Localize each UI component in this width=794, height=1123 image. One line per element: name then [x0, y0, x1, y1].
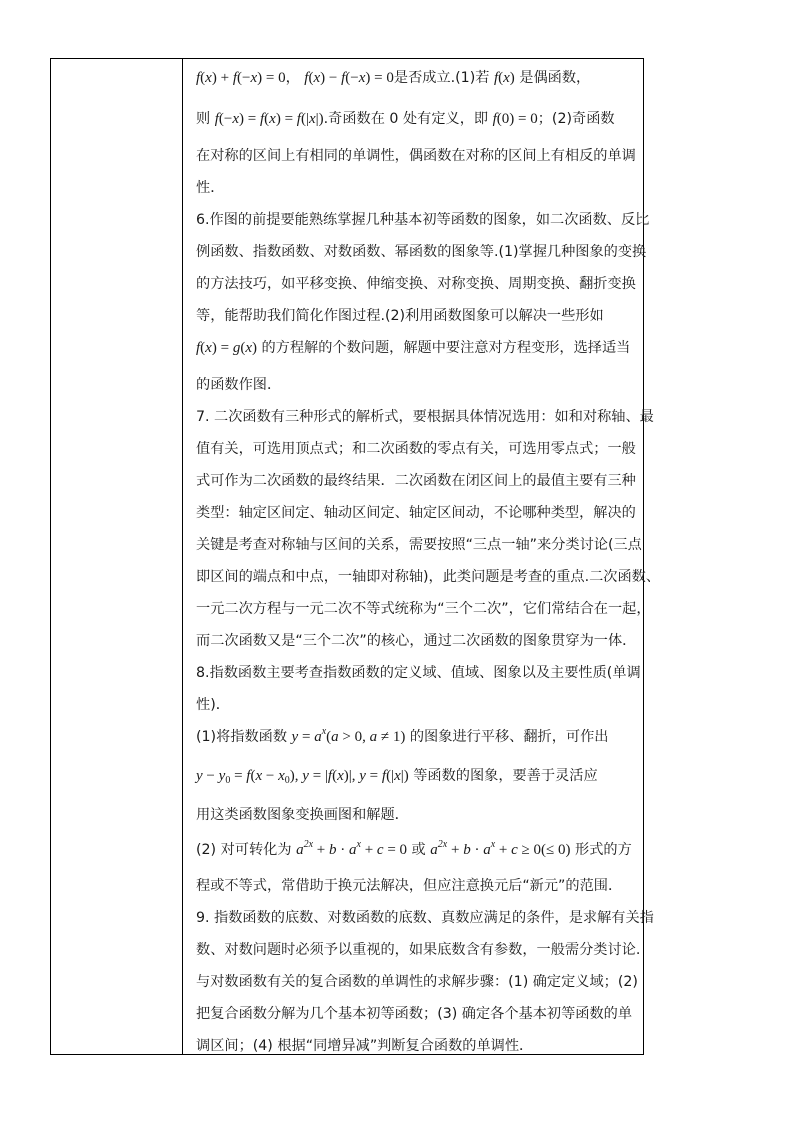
text-run: 的函数作图．: [196, 377, 282, 393]
text-line: [196, 695, 230, 715]
math-symbol: )|,: [343, 768, 360, 784]
math-symbol: ·: [470, 842, 484, 858]
text-line: [196, 535, 642, 555]
text-run: 而二次函数又是“三个二次”的核心，通过二次函数的图象贯穿为一体．: [196, 633, 637, 649]
math-symbol: ) +: [211, 70, 233, 86]
text-line: [196, 274, 636, 294]
text-run: 是否成立.(1)若: [393, 70, 494, 86]
text-line: [196, 663, 641, 683]
text-line: [196, 503, 636, 523]
text-run: 等，能帮助我们简化作图过程.(2)利用函数图象可以解决一些形如: [196, 308, 604, 324]
math-symbol: = |: [308, 768, 328, 784]
text-run: 类型：轴定区间定、轴动区间定、轴定区间动，不论哪种类型，解决的: [196, 505, 636, 521]
math-symbol: (: [498, 70, 504, 86]
text-run: 的方法技巧，如平移变换、伸缩变换、对称变换、周期变换、翻折变换: [196, 276, 636, 292]
math-symbol: ≠ 1): [377, 729, 406, 745]
math-variable: y: [291, 729, 299, 745]
text-line: [196, 306, 604, 326]
text-line: [196, 375, 281, 395]
math-symbol: +: [447, 842, 464, 858]
text-line: [196, 242, 646, 262]
math-variable: x: [255, 768, 263, 784]
text-run: 是偶函数，: [514, 70, 591, 86]
math-variable: y: [359, 768, 366, 784]
math-variable: x: [245, 340, 252, 356]
text-run: 形式的方: [570, 842, 632, 858]
text-run: .奇函数在 0 处有定义，即: [323, 111, 493, 127]
math-symbol: +: [495, 842, 512, 858]
text-line: [196, 471, 636, 491]
math-symbol: −: [202, 768, 219, 784]
math-symbol: |): [400, 768, 409, 784]
math-symbol: ) = 0: [257, 70, 286, 86]
math-variable: g: [232, 340, 241, 356]
text-line: [196, 178, 224, 198]
math-symbol: +: [360, 842, 377, 858]
text-line: [196, 338, 630, 358]
math-symbol: (: [200, 70, 206, 86]
math-variable: f: [246, 768, 251, 784]
math-symbol: =: [365, 768, 382, 784]
math-variable: x: [205, 340, 212, 356]
math-variable: f: [296, 111, 301, 127]
table-frame: [50, 58, 647, 1055]
math-superscript: x: [356, 839, 361, 850]
math-symbol: ),: [289, 768, 303, 784]
text-line: [196, 631, 636, 651]
text-run: 例函数、指数函数、对数函数、幂函数的图象等.(1)掌握几种图象的变换: [196, 244, 647, 260]
text-run: 调区间；(4) 根据“同增异减”判断复合函数的单调性．: [196, 1038, 534, 1054]
math-symbol: (: [240, 340, 246, 356]
math-symbol: ≥ 0(≤ 0): [517, 842, 571, 858]
math-variable: x: [250, 70, 258, 86]
text-line: [196, 727, 608, 747]
text-run: 8.指数函数主要考查指数函数的定义域、值域、图象以及主要性质(单调: [196, 665, 641, 681]
math-variable: a: [483, 842, 491, 858]
text-run: 即区间的端点和中点，一轴即对称轴)，此类问题是考查的重点.二次函数、: [196, 569, 661, 585]
text-run: 值有关，可选用顶点式；和二次函数的零点有关，可选用零点式；一般: [196, 441, 636, 457]
text-run: 把复合函数分解为几个基本初等函数；(3) 确定各个基本初等函数的单: [196, 1006, 633, 1022]
text-line: [196, 908, 654, 928]
math-variable: f: [214, 111, 219, 127]
math-variable: f: [493, 70, 499, 86]
math-symbol: ·: [336, 842, 349, 858]
text-run: 的图象进行平移、翻折，可作出: [405, 729, 609, 745]
text-run: 式可作为二次函数的最终结果．二次函数在闭区间上的最值主要有三种: [196, 473, 636, 489]
math-symbol: =: [230, 768, 247, 784]
math-variable: a: [296, 842, 304, 858]
math-symbol: (: [308, 70, 314, 86]
math-superscript: 2x: [303, 839, 314, 850]
math-superscript: 2x: [437, 839, 448, 850]
math-variable: f: [196, 70, 201, 86]
math-superscript: x: [321, 726, 327, 737]
text-line: [196, 972, 638, 992]
math-variable: b: [328, 842, 337, 858]
math-variable: x: [394, 768, 401, 784]
text-run: 用这类函数图象变换画图和解题．: [196, 807, 409, 823]
text-line: [196, 109, 615, 129]
text-line: [196, 876, 622, 896]
math-variable: y: [196, 768, 203, 784]
math-symbol: (|: [386, 768, 395, 784]
text-run: 6.作图的前提要能熟练掌握几种基本初等函数的图象，如二次函数、反比: [196, 212, 650, 228]
math-symbol: > 0,: [338, 729, 370, 745]
text-line: [196, 439, 636, 459]
math-symbol: = 0: [383, 842, 408, 858]
text-run: 在对称的区间上有相同的单调性，偶函数在对称的区间上有相反的单调: [196, 148, 636, 164]
math-variable: f: [259, 111, 265, 127]
math-variable: f: [196, 340, 201, 356]
math-symbol: (: [264, 111, 270, 127]
text-run: (1)将指数函数: [196, 729, 292, 745]
math-variable: f: [341, 70, 346, 86]
math-symbol: |): [315, 111, 324, 127]
text-line: [196, 940, 640, 960]
math-symbol: ) =: [211, 340, 233, 356]
math-symbol: +: [313, 842, 329, 858]
math-subscript: 0: [225, 775, 231, 786]
math-variable: c: [376, 842, 384, 858]
math-symbol: (0) = 0: [496, 111, 538, 127]
text-run: ；(2)奇函数: [537, 111, 615, 127]
text-run: 程或不等式，常借助于换元法解决，但应注意换元后“新元”的范围．: [196, 878, 623, 894]
math-symbol: ): [509, 70, 515, 86]
math-superscript: x: [490, 839, 496, 850]
text-line: [196, 1004, 632, 1024]
math-subscript: 0: [284, 775, 290, 786]
text-run: 7. 二次函数有三种形式的解析式，要根据具体情况选用：如和对称轴、最: [196, 409, 654, 425]
math-variable: f: [304, 70, 309, 86]
text-run: 的方程解的个数问题，解题中要注意对方程变形，选择适当: [256, 340, 631, 356]
math-symbol: (: [332, 768, 338, 784]
text-line: [196, 68, 590, 88]
math-variable: a: [331, 729, 339, 745]
math-symbol: =: [298, 729, 315, 745]
text-run: 数、对数问题时必须予以重视的，如果底数含有参数，一般需分类讨论.: [196, 942, 641, 958]
math-variable: f: [327, 768, 333, 784]
text-line: [196, 1036, 533, 1056]
math-variable: x: [358, 70, 366, 86]
text-run: 或: [407, 842, 431, 858]
text-line: [196, 210, 649, 230]
text-run: 则: [196, 111, 215, 127]
math-symbol: (|: [300, 111, 309, 127]
math-variable: y: [302, 768, 309, 784]
text-line: [196, 407, 654, 427]
math-variable: f: [381, 768, 387, 784]
math-symbol: (−: [218, 111, 233, 127]
math-symbol: ): [251, 340, 257, 356]
text-run: ，: [285, 70, 305, 86]
math-variable: f: [492, 111, 497, 127]
math-symbol: ) −: [320, 70, 342, 86]
text-line: [196, 146, 636, 166]
text-run: 等函数的图象，要善于灵活应: [408, 768, 598, 784]
math-variable: f: [232, 70, 237, 86]
math-variable: y: [218, 768, 226, 784]
math-variable: x: [205, 70, 212, 86]
math-variable: a: [314, 729, 322, 745]
text-line: [196, 567, 660, 587]
math-variable: x: [313, 70, 321, 86]
math-symbol: ) = 0: [365, 70, 394, 86]
text-line: [196, 599, 651, 619]
math-variable: x: [503, 70, 510, 86]
math-variable: a: [348, 842, 357, 858]
math-symbol: (: [200, 340, 206, 356]
math-symbol: (−: [345, 70, 359, 86]
math-variable: x: [269, 111, 276, 127]
math-symbol: ) =: [239, 111, 260, 127]
math-variable: a: [430, 842, 438, 858]
column-divider: [182, 58, 183, 1055]
text-line: [196, 840, 632, 860]
text-line: [196, 766, 598, 786]
math-symbol: ) =: [275, 111, 297, 127]
math-symbol: −: [262, 768, 279, 784]
text-run: 9. 指数函数的底数、对数函数的底数、真数应满足的条件，是求解有关指: [196, 910, 654, 926]
text-run: (2) 对可转化为: [196, 842, 297, 858]
math-variable: a: [369, 729, 378, 745]
math-variable: x: [232, 111, 240, 127]
text-run: 性．: [196, 180, 225, 196]
text-run: 关键是考查对称轴与区间的关系，需要按照“三点一轴”来分类讨论(三点: [196, 537, 642, 553]
math-variable: x: [278, 768, 285, 784]
math-variable: x: [308, 111, 316, 127]
math-variable: x: [337, 768, 344, 784]
math-symbol: (−: [236, 70, 251, 86]
text-run: 性)．: [196, 697, 230, 713]
text-run: 一元二次方程与一元二次不等式统称为“三个二次”，它们常结合在一起，: [196, 601, 651, 617]
text-run: 与对数函数有关的复合函数的单调性的求解步骤：(1) 确定定义域；(2): [196, 974, 638, 990]
math-variable: b: [463, 842, 471, 858]
text-line: [196, 805, 409, 825]
math-variable: c: [511, 842, 518, 858]
math-symbol: (: [250, 768, 256, 784]
math-symbol: (: [326, 729, 332, 745]
